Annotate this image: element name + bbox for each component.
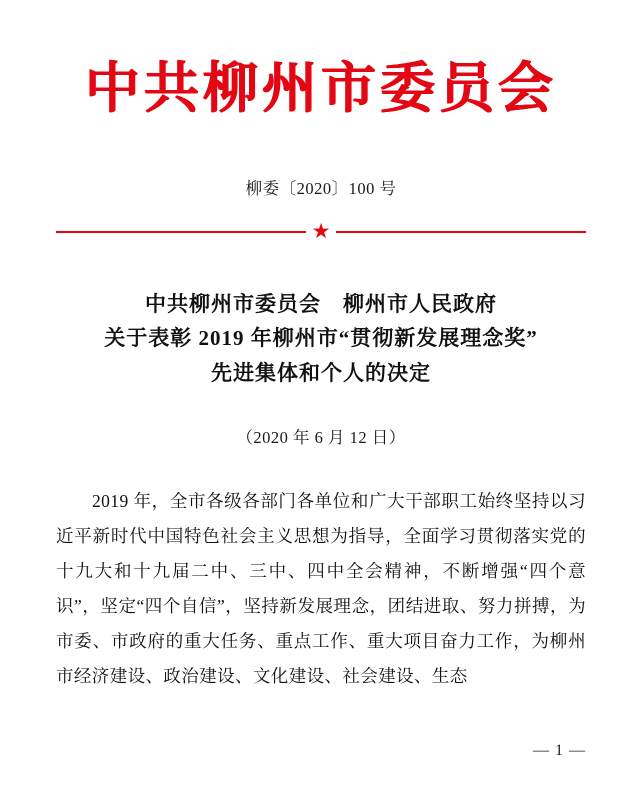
- title-line-1: [56, 287, 586, 322]
- document-title: [56, 287, 586, 391]
- body-paragraph-text: 2019 年，全市各级各部门各单位和广大干部职工始终坚持以习近平新时代中国特色社会主义思想为指导，全面学习贯彻落实党的十九大和十九届二中、三中、四中全会精神，不断增强“四个意识”，坚定“四个自信”，坚持新发展理念，团结进取、努力拼搏，为市委、市政府的重大任务、重点工作、重大项目奋力工作，为柳州市经济建设、政治建设、文化建设、社会建设、生态: [56, 491, 586, 687]
- document-page: [0, 55, 642, 794]
- document-number: 柳委〔2020〕100 号: [245, 178, 397, 198]
- red-star-icon: ★: [306, 219, 336, 245]
- document-date: （2020 年 6 月 12 日）: [236, 428, 406, 448]
- masthead-title: 中共柳州市委员会: [84, 55, 557, 120]
- title-line-2: 关于表彰 2019 年柳州市“贯彻新发展理念奖”: [104, 326, 538, 351]
- title-line-3: 先进集体和个人的决定: [211, 360, 431, 385]
- page-number: — 1 —: [533, 742, 586, 759]
- document-body: [56, 484, 586, 694]
- title-issuer-government: 柳州市人民政府: [343, 291, 497, 316]
- red-separator-rule: [56, 218, 586, 243]
- title-issuer-party: 中共柳州市委员会: [145, 291, 321, 316]
- body-paragraph: [56, 484, 586, 694]
